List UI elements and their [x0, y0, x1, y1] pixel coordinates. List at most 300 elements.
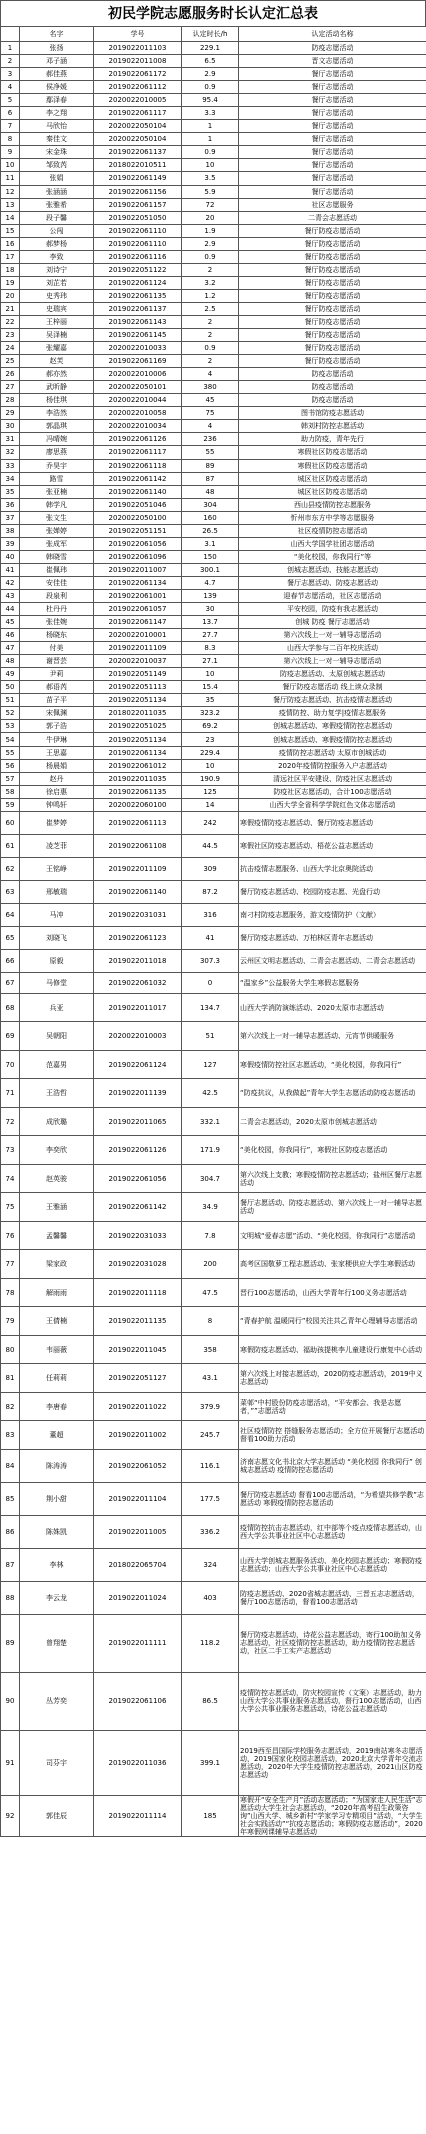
row-index: 54 — [1, 733, 20, 746]
table-row — [1, 993, 426, 1022]
table-row — [1, 120, 426, 133]
student-id: 2020022050104 — [94, 120, 182, 133]
hours: 185 — [182, 1796, 239, 1837]
row-index: 27 — [1, 381, 20, 394]
student-id: 2019022061157 — [94, 198, 182, 211]
table-row — [1, 68, 426, 81]
hours: 332.1 — [182, 1107, 239, 1136]
student-name: 侯净媛 — [20, 81, 94, 94]
row-index: 29 — [1, 407, 20, 420]
row-index: 20 — [1, 289, 20, 302]
activity-name: 寒假社区防疫志愿活动 — [239, 459, 426, 472]
student-id: 2019022011018 — [94, 949, 182, 972]
student-id: 2019022011022 — [94, 1392, 182, 1421]
student-name: 韦丽薇 — [20, 1335, 94, 1364]
student-id: 2020022010044 — [94, 394, 182, 407]
row-index: 15 — [1, 224, 20, 237]
student-name: 邓子涵 — [20, 55, 94, 68]
row-index: 49 — [1, 668, 20, 681]
activity-name: 云州区文明志愿活动、二青会志愿活动、二青会志愿活动 — [239, 949, 426, 972]
activity-name: 山西大学国学社团志愿活动 — [239, 537, 426, 550]
row-index: 57 — [1, 772, 20, 785]
table-row — [1, 655, 426, 668]
hours: 30 — [182, 603, 239, 616]
student-name: 段子馨 — [20, 211, 94, 224]
student-id: 2019022011036 — [94, 1730, 182, 1796]
student-id: 2019022051134 — [94, 733, 182, 746]
table-row — [1, 1278, 426, 1307]
student-id: 2020022010037 — [94, 655, 182, 668]
student-id: 2020022050101 — [94, 381, 182, 394]
hours: 127 — [182, 1050, 239, 1079]
student-name: 公闯 — [20, 224, 94, 237]
activity-name: 山西大学消防演练活动、2020太原市志愿活动 — [239, 993, 426, 1022]
hours: 309 — [182, 857, 239, 880]
student-id: 2019022061135 — [94, 785, 182, 798]
header-hours: 认定时长/h — [182, 27, 239, 42]
row-index: 17 — [1, 250, 20, 263]
student-name: 张婵婷 — [20, 524, 94, 537]
activity-name: 餐厅防疫志愿活动 — [239, 329, 426, 342]
student-id: 2019022061032 — [94, 972, 182, 993]
table-row — [1, 834, 426, 857]
hours: 8.3 — [182, 642, 239, 655]
activity-name: 寒假社区防疫志愿活动、梧花公益志愿活动 — [239, 834, 426, 857]
activity-name: 餐厅志愿活动 — [239, 94, 426, 107]
hours: 307.3 — [182, 949, 239, 972]
student-name: 郭佳辰 — [20, 1796, 94, 1837]
table-row — [1, 263, 426, 276]
header-index — [1, 27, 20, 42]
row-index: 59 — [1, 798, 20, 811]
student-name: 宋金珠 — [20, 146, 94, 159]
table-row — [1, 1335, 426, 1364]
hours: 87 — [182, 472, 239, 485]
row-index: 56 — [1, 759, 20, 772]
student-name: 刘晓飞 — [20, 926, 94, 949]
table-row — [1, 55, 426, 68]
student-name: 郝梦杨 — [20, 237, 94, 250]
table-row — [1, 563, 426, 576]
hours: 34.9 — [182, 1193, 239, 1222]
table-row — [1, 1164, 426, 1193]
table-row — [1, 146, 426, 159]
student-id: 2019022061110 — [94, 237, 182, 250]
student-name: 徐启惠 — [20, 785, 94, 798]
row-index: 48 — [1, 655, 20, 668]
table-row — [1, 329, 426, 342]
table-row — [1, 1614, 426, 1672]
hours: 2 — [182, 329, 239, 342]
activity-name: 餐厅志愿活动 — [239, 68, 426, 81]
hours: 2 — [182, 315, 239, 328]
row-index: 81 — [1, 1364, 20, 1393]
activity-name: 餐厅防疫志愿活动 线上读众录制 — [239, 681, 426, 694]
student-name: 成欣璐 — [20, 1107, 94, 1136]
table-row — [1, 459, 426, 472]
hours: 190.9 — [182, 772, 239, 785]
activity-name: 餐厅防疫志愿活动 — [239, 289, 426, 302]
student-name: 李致 — [20, 250, 94, 263]
hours: 2.9 — [182, 68, 239, 81]
hours: 48 — [182, 485, 239, 498]
row-index: 36 — [1, 498, 20, 511]
hours: 87.2 — [182, 880, 239, 903]
row-index: 51 — [1, 694, 20, 707]
activity-name: 抗击疫情志愿服务、山西大学北京奥院活动 — [239, 857, 426, 880]
table-row — [1, 394, 426, 407]
student-id: 2019022051046 — [94, 498, 182, 511]
student-id: 2019022051122 — [94, 263, 182, 276]
hours: 4 — [182, 368, 239, 381]
student-name: 史瑞宾 — [20, 302, 94, 315]
table-row — [1, 772, 426, 785]
hours: 229.1 — [182, 42, 239, 55]
table-row — [1, 289, 426, 302]
hours: 55 — [182, 446, 239, 459]
row-index: 37 — [1, 511, 20, 524]
row-index: 76 — [1, 1221, 20, 1250]
student-name: 崔佩玮 — [20, 563, 94, 576]
row-index: 8 — [1, 133, 20, 146]
activity-name: 餐厅志愿活动、防疫志愿活动 — [239, 576, 426, 589]
header-student-id: 学号 — [94, 27, 182, 42]
student-id: 2019022061137 — [94, 302, 182, 315]
table-row — [1, 42, 426, 55]
hours: 316 — [182, 903, 239, 926]
student-id: 2019022061056 — [94, 537, 182, 550]
table-row — [1, 1050, 426, 1079]
student-id: 2018022011035 — [94, 707, 182, 720]
activity-name: 寒假疫情防疫志愿活动、餐厅防疫志愿活动 — [239, 811, 426, 834]
student-id: 2020022010033 — [94, 342, 182, 355]
row-index: 65 — [1, 926, 20, 949]
row-index: 24 — [1, 342, 20, 355]
activity-name: 餐厅防疫志愿活动，诗花公益志愿活动，寄行100助加义务志愿活动，社区疫情防控志愿活动，助力疫情防控志愿活动，社区二手工实产志愿活动 — [239, 1614, 426, 1672]
student-id: 2019022011065 — [94, 1107, 182, 1136]
activity-name: 防疫志愿活动、2020省城志愿活动、三晋五志志愿活动，餐厅100志愿活动，督看100志愿活动 — [239, 1581, 426, 1614]
student-id: 2019022011109 — [94, 857, 182, 880]
activity-name: 防疫志愿活动 — [239, 394, 426, 407]
student-name: 王雅涵 — [20, 1193, 94, 1222]
activity-name: 二青会志愿活动，2020太原市创城志愿活动 — [239, 1107, 426, 1136]
row-index: 35 — [1, 485, 20, 498]
student-name: 解雨雨 — [20, 1278, 94, 1307]
row-index: 89 — [1, 1614, 20, 1672]
activity-name: 疫情防控志愿活动，防灾校园宣传（文案）志愿活动，助力山西大学公共事业服务志愿活动，督行100志愿活动，山西大学公共事业服务志愿活动，诗花公益志愿活动 — [239, 1672, 426, 1730]
table-row — [1, 172, 426, 185]
activity-name: 防疫志愿活动 — [239, 368, 426, 381]
table-row — [1, 1515, 426, 1548]
hours: 304 — [182, 498, 239, 511]
table-row — [1, 681, 426, 694]
student-name: 王倩楠 — [20, 1307, 94, 1336]
activity-name: 寒假社区防疫志愿活动 — [239, 446, 426, 459]
activity-name: 餐厅防疫志愿活动、校园防疫志愿、光盘行动 — [239, 880, 426, 903]
hours: 4.7 — [182, 576, 239, 589]
row-index: 61 — [1, 834, 20, 857]
hours: 125 — [182, 785, 239, 798]
table-row — [1, 211, 426, 224]
table-row — [1, 1482, 426, 1515]
row-index: 68 — [1, 993, 20, 1022]
table-row — [1, 276, 426, 289]
activity-name: 创城 防疫 餐厅志愿活动 — [239, 616, 426, 629]
table-row — [1, 1136, 426, 1165]
student-name: 王梓丽 — [20, 315, 94, 328]
student-id: 2019022061142 — [94, 1193, 182, 1222]
activity-name: 餐厅防疫志愿活动 — [239, 302, 426, 315]
student-id: 2019022031031 — [94, 903, 182, 926]
student-name: 郝语芮 — [20, 681, 94, 694]
row-index: 78 — [1, 1278, 20, 1307]
table-row — [1, 629, 426, 642]
table-row — [1, 668, 426, 681]
student-id: 2018022010511 — [94, 159, 182, 172]
student-id: 2019022061149 — [94, 172, 182, 185]
student-name: 范嘉男 — [20, 1050, 94, 1079]
hours: 6.5 — [182, 55, 239, 68]
activity-name: 晋文志愿活动 — [239, 55, 426, 68]
row-index: 34 — [1, 472, 20, 485]
hours: 1 — [182, 120, 239, 133]
activity-name: 社区疫情防控 搭缝服务志愿活动；全方位开展餐厅志愿活动 督看100助力活动 — [239, 1421, 426, 1450]
student-id: 2019022061116 — [94, 250, 182, 263]
table-row — [1, 355, 426, 368]
student-id: 2019022051127 — [94, 1364, 182, 1393]
table-row — [1, 1193, 426, 1222]
hours: 304.7 — [182, 1164, 239, 1193]
hours: 45 — [182, 394, 239, 407]
activity-name: 疫情防控抗击志愿活动，红中部等个疫点疫情志愿活动，山西大学公共事业社区中心志愿活动 — [239, 1515, 426, 1548]
student-name: 邢敏瑞 — [20, 880, 94, 903]
table-row — [1, 1221, 426, 1250]
table-row — [1, 1449, 426, 1482]
activity-name: 第六次线上对接志愿活动，2020防疫志愿活动，2019中义志愿活动 — [239, 1364, 426, 1393]
student-name: 钟鸣轩 — [20, 798, 94, 811]
row-index: 39 — [1, 537, 20, 550]
student-name: 付美 — [20, 642, 94, 655]
activity-name: 社区志愿服务 — [239, 198, 426, 211]
hours: 3.2 — [182, 276, 239, 289]
student-id: 2019022061140 — [94, 880, 182, 903]
student-id: 2019022061117 — [94, 446, 182, 459]
row-index: 63 — [1, 880, 20, 903]
row-index: 6 — [1, 107, 20, 120]
header-row — [1, 27, 426, 42]
activity-name: 忻州市东方中学等志愿服务 — [239, 511, 426, 524]
row-index: 92 — [1, 1796, 20, 1837]
student-id: 2019022011024 — [94, 1581, 182, 1614]
student-name: 丛芳奕 — [20, 1672, 94, 1730]
activity-name: 餐厅防疫志愿活动、万柏林区青年志愿活动 — [239, 926, 426, 949]
hours: 4 — [182, 420, 239, 433]
activity-name: 菜邨“中村股份防疫志愿活动，“平安都会、我是志愿者，””志愿活动 — [239, 1392, 426, 1421]
hours: 0.9 — [182, 250, 239, 263]
table-row — [1, 407, 426, 420]
student-name: 张涵涵 — [20, 185, 94, 198]
row-index: 1 — [1, 42, 20, 55]
student-id: 2020022010034 — [94, 420, 182, 433]
hours: 177.5 — [182, 1482, 239, 1515]
table-row — [1, 81, 426, 94]
activity-name: 防疫志愿活动 — [239, 42, 426, 55]
student-id: 2019022061137 — [94, 146, 182, 159]
hours: 2 — [182, 263, 239, 276]
student-id: 2019022061124 — [94, 1050, 182, 1079]
table-row — [1, 1307, 426, 1336]
student-name: 安佳佳 — [20, 576, 94, 589]
sheet-title: 初民学院志愿服务时长认定汇总表 — [0, 0, 426, 26]
activity-name: “防疫抗议，从我做起”青年大学生志愿活动防疫志愿活动 — [239, 1079, 426, 1108]
hours: 336.2 — [182, 1515, 239, 1548]
hours: 47.5 — [182, 1278, 239, 1307]
student-id: 2019022061124 — [94, 276, 182, 289]
student-id: 2019022061117 — [94, 107, 182, 120]
activity-name: 晋行100志愿活动，山西大学青年行100义务志愿活动 — [239, 1278, 426, 1307]
activity-name: 第六次线上支教；寒假疫情防控志愿活动；盐州区餐厅志愿活动 — [239, 1164, 426, 1193]
hours: 27.1 — [182, 655, 239, 668]
row-index: 19 — [1, 276, 20, 289]
table-row — [1, 237, 426, 250]
student-name: 郝佳燕 — [20, 68, 94, 81]
row-index: 26 — [1, 368, 20, 381]
row-index: 79 — [1, 1307, 20, 1336]
activity-name: 迎春节志愿活动，社区志愿活动 — [239, 589, 426, 602]
row-index: 71 — [1, 1079, 20, 1108]
student-id: 2018022065704 — [94, 1548, 182, 1581]
student-name: 任莉莉 — [20, 1364, 94, 1393]
hours: 2 — [182, 355, 239, 368]
student-id: 2019022011008 — [94, 55, 182, 68]
student-name: 李林 — [20, 1548, 94, 1581]
table-row — [1, 472, 426, 485]
student-name: 杨晨娟 — [20, 759, 94, 772]
activity-name: “美化校园，你我同行”等 — [239, 550, 426, 563]
activity-name: 餐厅志愿活动 — [239, 159, 426, 172]
row-index: 13 — [1, 198, 20, 211]
activity-name: 餐厅防疫志愿活动 — [239, 224, 426, 237]
student-name: 苗子平 — [20, 694, 94, 707]
activity-name: 图书馆防疫志愿活动 — [239, 407, 426, 420]
activity-name: 寒假疫情防控社区志愿活动，“美化校园，你我同行” — [239, 1050, 426, 1079]
student-id: 2019022061172 — [94, 68, 182, 81]
student-id: 2019022011035 — [94, 772, 182, 785]
student-name: 李唐春 — [20, 1392, 94, 1421]
row-index: 53 — [1, 720, 20, 733]
student-id: 2019022061134 — [94, 576, 182, 589]
hours: 160 — [182, 511, 239, 524]
student-name: 刘芷若 — [20, 276, 94, 289]
hours: 229.4 — [182, 746, 239, 759]
hours: 379.9 — [182, 1392, 239, 1421]
student-id: 2019022051151 — [94, 524, 182, 537]
student-name: 谢晋芸 — [20, 655, 94, 668]
student-name: 崔梦婷 — [20, 811, 94, 834]
row-index: 84 — [1, 1449, 20, 1482]
row-index: 90 — [1, 1672, 20, 1730]
student-id: 2019022061145 — [94, 329, 182, 342]
row-index: 22 — [1, 315, 20, 328]
student-id: 2019022051025 — [94, 720, 182, 733]
hours: 0.9 — [182, 342, 239, 355]
row-index: 38 — [1, 524, 20, 537]
activity-name: 创城志愿活动、寒假疫情防控志愿活动 — [239, 720, 426, 733]
row-index: 7 — [1, 120, 20, 133]
table-row — [1, 159, 426, 172]
table-row — [1, 1079, 426, 1108]
student-id: 2019022061126 — [94, 1136, 182, 1165]
hours: 200 — [182, 1250, 239, 1279]
hours: 171.9 — [182, 1136, 239, 1165]
student-id: 2019022011017 — [94, 993, 182, 1022]
hours: 5.9 — [182, 185, 239, 198]
activity-name: 餐厅防疫志愿活动 — [239, 263, 426, 276]
header-activity: 认定活动名称 — [239, 27, 426, 42]
row-index: 12 — [1, 185, 20, 198]
activity-name: 餐厅志愿活动 — [239, 81, 426, 94]
hours: 0 — [182, 972, 239, 993]
table-row — [1, 857, 426, 880]
row-index: 55 — [1, 746, 20, 759]
student-name: 张亚楠 — [20, 485, 94, 498]
activity-name: 社区疫情防控志愿活动 — [239, 524, 426, 537]
hours: 14 — [182, 798, 239, 811]
student-id: 2019022011104 — [94, 1482, 182, 1515]
student-name: 郝亦然 — [20, 368, 94, 381]
hours: 1.9 — [182, 224, 239, 237]
hours: 0.9 — [182, 146, 239, 159]
student-id: 2019022061123 — [94, 926, 182, 949]
hours: 150 — [182, 550, 239, 563]
student-name: 陈姝凯 — [20, 1515, 94, 1548]
student-name: 李云龙 — [20, 1581, 94, 1614]
row-index: 28 — [1, 394, 20, 407]
student-id: 2020022010058 — [94, 407, 182, 420]
student-name: 郭晶琪 — [20, 420, 94, 433]
row-index: 70 — [1, 1050, 20, 1079]
table-row — [1, 642, 426, 655]
activity-name: 山西大学全省科学学院红色文体志愿活动 — [239, 798, 426, 811]
student-name: 段泉利 — [20, 589, 94, 602]
hours: 134.7 — [182, 993, 239, 1022]
student-name: 史秀玮 — [20, 289, 94, 302]
row-index: 23 — [1, 329, 20, 342]
hours: 380 — [182, 381, 239, 394]
student-id: 2019022051050 — [94, 211, 182, 224]
row-index: 58 — [1, 785, 20, 798]
student-id: 2019022051149 — [94, 668, 182, 681]
table-row — [1, 485, 426, 498]
hours: 116.1 — [182, 1449, 239, 1482]
hours: 300.1 — [182, 563, 239, 576]
hours: 10 — [182, 668, 239, 681]
row-index: 3 — [1, 68, 20, 81]
row-index: 69 — [1, 1022, 20, 1051]
student-id: 2019022061142 — [94, 472, 182, 485]
student-id: 2020022010006 — [94, 368, 182, 381]
table-row — [1, 1421, 426, 1450]
student-name: 李浩然 — [20, 407, 94, 420]
student-id: 2019022061134 — [94, 746, 182, 759]
hours: 20 — [182, 211, 239, 224]
student-id: 2020022060100 — [94, 798, 182, 811]
student-name: 赵芙 — [20, 355, 94, 368]
row-index: 72 — [1, 1107, 20, 1136]
row-index: 86 — [1, 1515, 20, 1548]
student-id: 2019022061057 — [94, 603, 182, 616]
row-index: 14 — [1, 211, 20, 224]
